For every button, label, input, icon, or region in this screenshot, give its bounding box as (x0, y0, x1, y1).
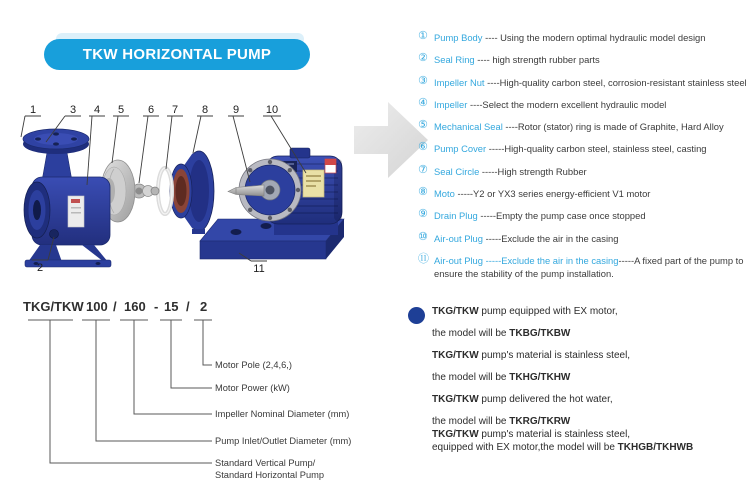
note-line: TKG/TKW pump delivered the hot water, (432, 394, 613, 405)
part-callout: 9 (232, 104, 240, 116)
variant-notes (432, 306, 754, 455)
part-label: Air-out Plug (434, 232, 483, 244)
pump-shaft (228, 185, 264, 196)
part-description: ---- high strength rubber parts (474, 54, 600, 66)
item-number: ⑧ (418, 186, 428, 199)
model-segment-separator: / (186, 299, 190, 314)
pump-body (23, 129, 111, 267)
part-label: Impeller (434, 98, 468, 110)
model-label-power: Motor Power (kW) (215, 383, 290, 393)
note-line: TKG/TKW pump equipped with EX motor, (432, 306, 618, 317)
model-label-pole: Motor Pole (2,4,6,) (215, 360, 292, 370)
model-segment-series: TKG/TKW (23, 299, 84, 314)
part-callout: 6 (147, 104, 155, 116)
model-segment-separator: / (113, 299, 117, 314)
part-description: -----High-quality carbon steel, stainless steel, casting (486, 143, 707, 155)
item-number: ⑤ (418, 119, 428, 132)
model-segment-inlet: 100 (86, 299, 108, 314)
part-list-item (418, 209, 756, 222)
part-description: -----Empty the pump case once stopped (477, 210, 646, 222)
part-label: Seal Ring (434, 54, 475, 66)
part-label: Mechanical Seal (434, 121, 503, 133)
item-number: ⑨ (418, 208, 428, 221)
note-line: the model will be TKBG/TKBW (432, 328, 571, 339)
model-label-series-line2: Standard Horizontal Pump (215, 470, 325, 480)
part-callout: 4 (93, 104, 101, 116)
parts-list (418, 31, 756, 289)
part-description: -----Y2 or YX3 series energy-efficient V1 motor (454, 188, 651, 200)
note-line: the model will be TKRG/TKRW (432, 416, 571, 427)
part-description: ----High-quality carbon steel, corrosion-resistant stainless steel (484, 76, 747, 88)
part-label: Impeller Nut (434, 76, 485, 88)
model-segment-separator: - (154, 299, 159, 314)
item-number: ② (418, 52, 428, 65)
part-label: Air-out Plug -----Exclude the air in the casing (434, 254, 619, 266)
part-callout: 3 (69, 104, 77, 116)
motor-nameplate (303, 170, 324, 197)
model-label-inlet: Pump Inlet/Outlet Diameter (mm) (215, 436, 352, 446)
part-list-item (418, 232, 756, 245)
part-label: Pump Body (434, 32, 483, 43)
part-description: -----High strength Rubber (479, 165, 587, 177)
model-segment-pole: 2 (200, 299, 208, 314)
model-segment-power: 15 (164, 299, 179, 314)
part-label: Seal Circle (434, 165, 480, 177)
note-line: TKG/TKW pump's material is stainless steel, (432, 350, 631, 361)
part-callout: 7 (171, 104, 179, 116)
item-number: ⑦ (418, 163, 428, 176)
part-callout: 8 (201, 104, 209, 116)
item-number: ⑥ (418, 141, 428, 154)
exploded-pump-diagram (8, 93, 388, 293)
part-description: ----Rotor (stator) ring is made of Graphite, Hard Alloy (502, 121, 724, 133)
item-number: ⑪ (418, 252, 429, 265)
pump-cover (170, 151, 214, 234)
part-list-item (418, 142, 756, 155)
note-line: equipped with EX motor,the model will be TKHGB/TKHWB (432, 442, 694, 453)
part-description: -----Exclude the air in the casing (482, 232, 619, 244)
note-line: TKG/TKW pump's material is stainless steel, (432, 429, 631, 440)
part-callout: 11 (253, 263, 265, 275)
part-list-item (418, 187, 756, 200)
part-list-item (418, 53, 756, 66)
item-number: ④ (418, 96, 428, 109)
item-number: ③ (418, 74, 428, 87)
model-label-impeller: Impeller Nominal Diameter (mm) (215, 409, 350, 419)
item-number: ⑩ (418, 230, 428, 243)
model-code-diagram (18, 293, 378, 493)
part-callout: 2 (36, 262, 44, 274)
item-number: ① (418, 30, 428, 42)
part-list-item (418, 31, 756, 44)
part-list-item (418, 98, 756, 111)
part-list-item (418, 165, 756, 178)
part-list-item (418, 76, 756, 89)
part-label: Drain Plug (434, 210, 478, 222)
part-description: ---- Using the modern optimal hydraulic model design (482, 32, 706, 43)
part-callout: 10 (265, 104, 279, 116)
part-callout: 1 (29, 104, 37, 116)
part-list-item (418, 254, 756, 280)
part-description: ----Select the modern excellent hydraulic model (467, 98, 667, 110)
part-label: Pump Cover (434, 143, 487, 155)
model-label-series-line1: Standard Vertical Pump/ (215, 458, 316, 468)
page-title: TKW HORIZONTAL PUMP (82, 46, 272, 63)
note-line: the model will be TKHG/TKHW (432, 372, 571, 383)
title-banner (44, 39, 310, 70)
bullet-icon (408, 307, 425, 324)
model-segment-impeller: 160 (124, 299, 146, 314)
part-callout: 5 (117, 104, 125, 116)
part-list-item (418, 120, 756, 133)
part-description: -----A fixed part of the pump to ensure the stability of the pump installation. (434, 254, 744, 279)
part-label: Moto (434, 188, 455, 200)
